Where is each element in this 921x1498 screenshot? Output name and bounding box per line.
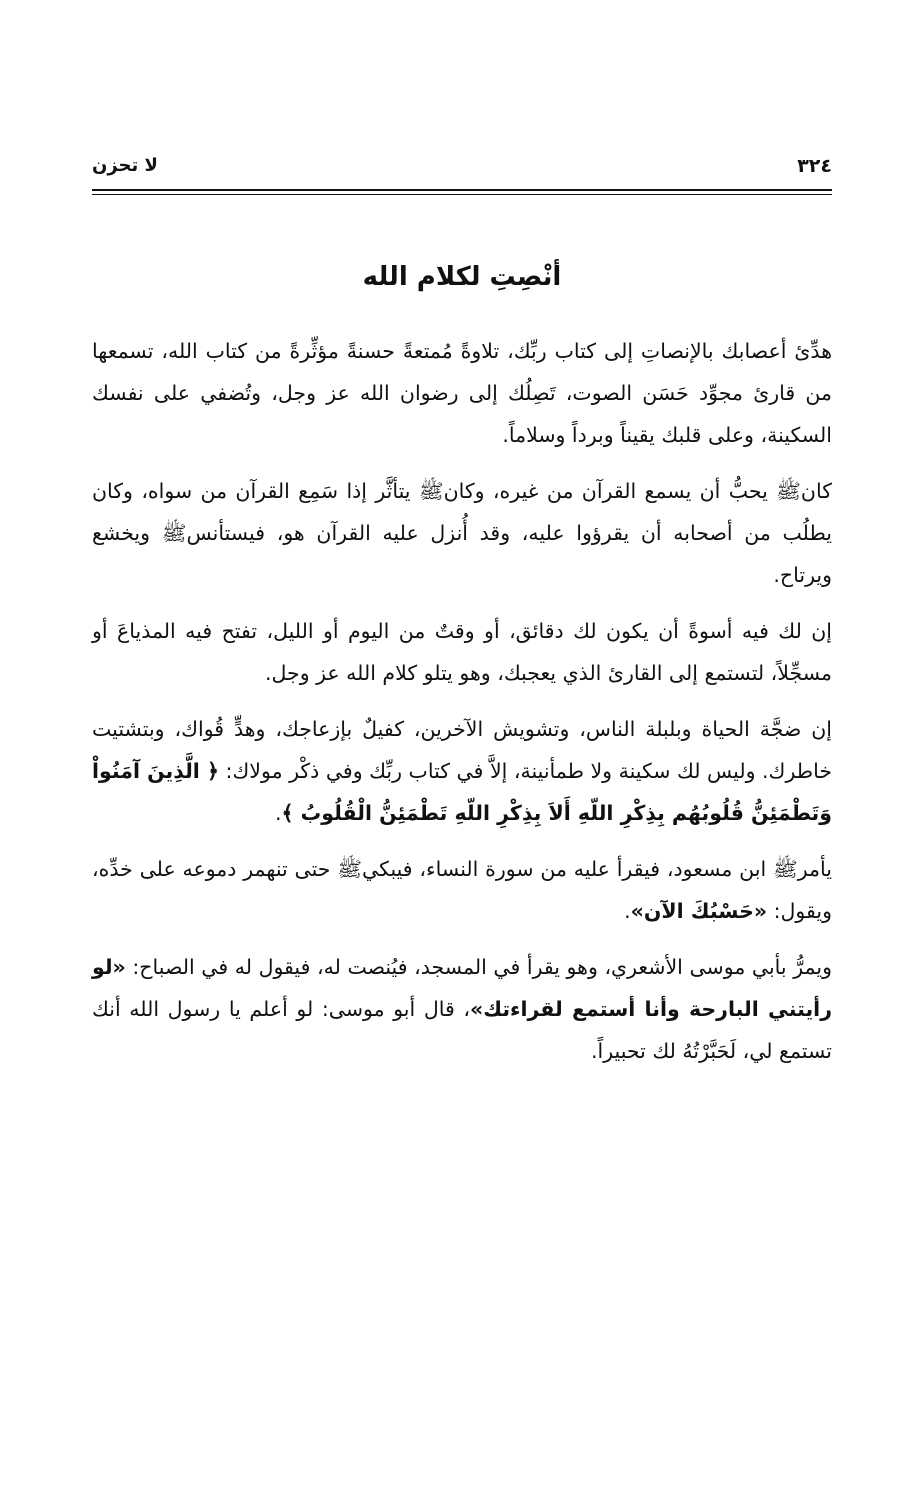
paragraph-2: كانﷺ يحبُّ أن يسمع القرآن من غيره، وكانﷺ يتأثَّر إذا سَمِع القرآن من سواه، وكان يطلُب من أصحابه أن يقرؤوا عليه، وقد أُنزل عليه القرآن هو، فيستأنسﷺ ويخشع ويرتاح.	[92, 479, 832, 587]
section-title: أنْصِتِ لكلام الله	[362, 262, 562, 292]
paragraph-6-text: ويمرُّ بأبي موسى الأشعري، وهو يقرأ في المسجد، فيُنصت له، فيقول له في الصباح:	[125, 955, 832, 979]
running-header	[92, 155, 832, 183]
paragraph-4-end: .	[275, 801, 282, 825]
paragraph-3: إن لك فيه أسوةً أن يكون لك دقائق، أو وقتٌ من اليوم أو الليل، تفتح فيه المذياعَ أو مسجِّلاً، لتستمع إلى القارئ الذي يعجبك، وهو يتلو كلام الله عز وجل.	[92, 619, 832, 685]
paragraph-4-text: إن ضجَّة الحياة وبلبلة الناس، وتشويش الآخرين، كفيلٌ بإزعاجك، وهدٍّ قُواك، وبتشتيت خاطرك. وليس لك سكينة ولا طمأنينة، إلاَّ في كتاب ربِّك وفي ذكْر مولاك:	[92, 717, 832, 783]
hadith-quote-2: «لو رأيتني البارحة وأنا أستمع لقراءتك»	[92, 955, 832, 1021]
book-title: لا تحزن	[92, 155, 158, 176]
paragraph-5-end: .	[624, 899, 631, 923]
header-rule	[92, 189, 832, 191]
body-text	[92, 330, 832, 1086]
paragraph-1: هدِّئ أعصابك بالإنصاتِ إلى كتاب ربِّك، تلاوةً مُمتعةً حسنةً مؤثِّرةً من كتاب الله، تسمعها من قارئ مجوِّد حَسَن الصوت، تَصِلُك إلى رضوان الله عز وجل، وتُضفي على نفسك السكينة، وعلى قلبك يقيناً وبرداً وسلاماً.	[92, 339, 832, 447]
header-rule-thin	[92, 194, 832, 195]
paragraph-5	[92, 848, 832, 932]
paragraph-6-end: ، قال أبو موسى: لو أعلم يا رسول الله أنك تستمع لي، لَحَبَّرْتُهُ لك تحبيراً.	[92, 997, 832, 1063]
hadith-quote: «حَسْبُكَ الآن»	[630, 899, 768, 923]
paragraph-6	[92, 946, 832, 1072]
quran-verse: ﴿ الَّذِينَ آمَنُواْ وَتَطْمَئِنُّ قُلُوبُهُم بِذِكْرِ اللّهِ أَلاَ بِذِكْرِ اللّهِ تَطْمَئِنُّ الْقُلُوبُ ﴾	[92, 759, 832, 825]
paragraph-5-text: يأمرﷺ ابن مسعود، فيقرأ عليه من سورة النساء، فيبكيﷺ حتى تنهمر دموعه على خدِّه، ويقول:	[92, 857, 832, 923]
page-number: ٣٢٤	[797, 155, 832, 177]
paragraph-4	[92, 708, 832, 834]
